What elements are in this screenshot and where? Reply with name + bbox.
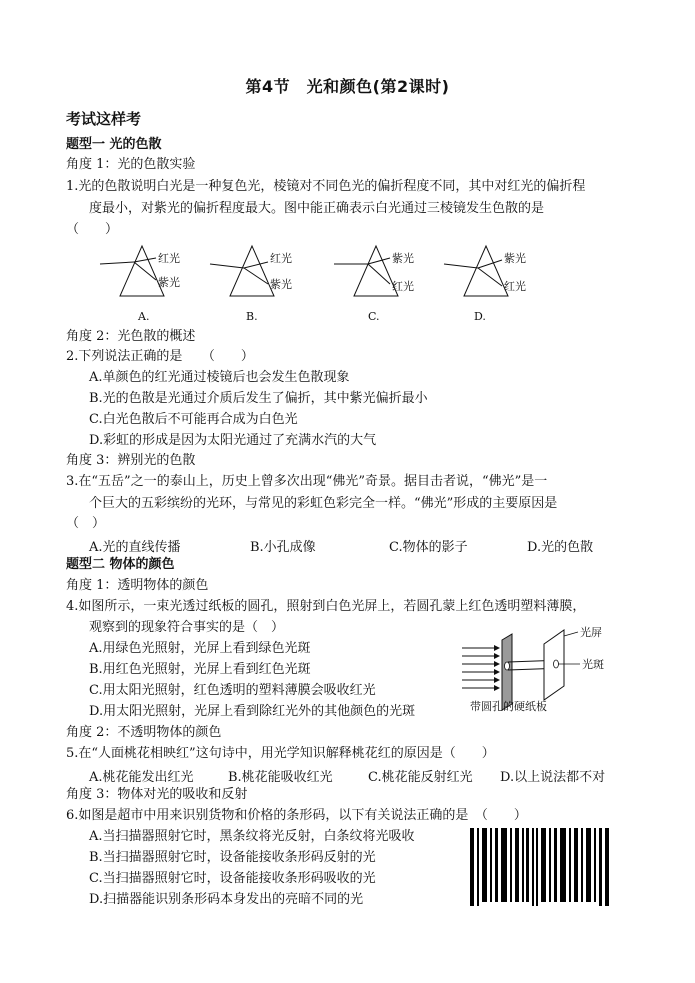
fig-b-top-label: 红光 [270,252,292,265]
topic1-angle3: 角度 3：辨别光的色散 [66,453,196,468]
q6-option-d: D.扫描器能识别条形码本身发出的亮暗不同的光 [89,892,364,907]
q4-light-figure [460,626,620,716]
q6-option-a: A.当扫描器照射它时，黑条纹将光反射，白条纹将光吸收 [89,829,415,844]
q6-option-b: B.当扫描器照射它时，设备能接收条形码反射的光 [89,850,376,865]
q3-option-a: A.光的直线传播 [89,540,181,555]
q1-line1: 1.光的色散说明白光是一种复色光，棱镜对不同色光的偏折程度不同，其中对红光的偏折程 [66,179,586,194]
q5-option-d: D.以上说法都不对 [500,770,606,785]
fig-a-top-label: 红光 [158,252,180,265]
q4-screen-label: 光屏 [580,626,602,639]
q4-line2: 观察到的现象符合事实的是（ ） [89,620,285,635]
q5-option-b: B.桃花能吸收红光 [228,770,333,785]
fig-a-bottom-label: 紫光 [158,276,180,289]
topic2-heading: 题型二 物体的颜色 [66,557,175,572]
page-title: 第4节 光和颜色(第2课时) [245,77,450,96]
topic2-angle3: 角度 3：物体对光的吸收和反射 [66,787,248,802]
fig-c-bottom-label: 红光 [392,280,414,293]
fig-d-letter: D. [474,310,486,323]
topic1-angle1: 角度 1：光的色散实验 [66,157,196,172]
q3-option-d: D.光的色散 [527,540,594,555]
q1-line3: （ ） [66,222,119,237]
q2-option-c: C.白光色散后不可能再合成为白色光 [89,412,298,427]
q4-option-c: C.用太阳光照射，红色透明的塑料薄膜会吸收红光 [89,683,376,698]
q3-line1: 3.在“五岳”之一的泰山上，历史上曾多次出现“佛光”奇景。据目击者说，“佛光”是一 [66,474,548,489]
q4-option-d: D.用太阳光照射，光屏上看到除红光外的其他颜色的光斑 [89,704,416,719]
q4-board-label: 带圆孔的硬纸板 [470,700,547,713]
q1-prism-figures [100,246,560,336]
q4-spot-label: 光斑 [582,658,604,671]
q1-line2: 度最小，对紫光的偏折程度最大。图中能正确表示白光通过三棱镜发生色散的是 [89,201,545,216]
topic1-angle2: 角度 2：光色散的概述 [66,329,196,344]
prism-figure-d [444,246,526,323]
fig-b-letter: B. [246,310,258,323]
q6-option-c: C.当扫描器照射它时，设备能接收条形码吸收的光 [89,871,376,886]
fig-d-bottom-label: 红光 [504,280,526,293]
q3-option-b: B.小孔成像 [250,540,316,555]
q6-stem: 6.如图是超市中用来识别货物和价格的条形码，以下有关说法正确的是 （ ） [66,808,527,823]
q3-line3: （ ） [66,516,106,531]
q3-option-c: C.物体的影子 [389,540,468,555]
prism-figure-b [210,246,292,323]
q5-option-c: C.桃花能反射红光 [368,770,473,785]
q4-option-b: B.用红色光照射，光屏上看到红色光斑 [89,662,311,677]
topic1-heading: 题型一 光的色散 [66,137,162,152]
q2-option-d: D.彩虹的形成是因为太阳光通过了充满水汽的大气 [89,433,377,448]
topic2-angle2: 角度 2：不透明物体的颜色 [66,725,222,740]
topic2-angle1: 角度 1：透明物体的颜色 [66,578,209,593]
prism-figure-a [100,246,180,323]
fig-b-bottom-label: 紫光 [270,278,292,291]
q4-option-a: A.用绿色光照射，光屏上看到绿色光斑 [89,641,311,656]
q2-stem: 2.下列说法正确的是 （ ） [66,349,254,364]
barcode-image [470,828,620,910]
fig-c-top-label: 紫光 [392,252,414,265]
q2-option-b: B.光的色散是光通过介质后发生了偏折，其中紫光偏折最小 [89,391,428,406]
prism-figure-c [334,246,414,323]
section-heading: 考试这样考 [66,110,142,128]
q5-stem: 5.在“人面桃花相映红”这句诗中，用光学知识解释桃花红的原因是（ ） [66,746,495,761]
fig-a-letter: A. [138,310,150,323]
q5-option-a: A.桃花能发出红光 [89,770,194,785]
fig-c-letter: C. [368,310,380,323]
q4-line1: 4.如图所示，一束光透过纸板的圆孔，照射到白色光屏上，若圆孔蒙上红色透明塑料薄膜， [66,599,586,614]
fig-d-top-label: 紫光 [504,252,526,265]
q3-line2: 个巨大的五彩缤纷的光环，与常见的彩虹色彩完全一样。“佛光”形成的主要原因是 [89,496,558,511]
q2-option-a: A.单颜色的红光通过棱镜后也会发生色散现象 [89,370,350,385]
